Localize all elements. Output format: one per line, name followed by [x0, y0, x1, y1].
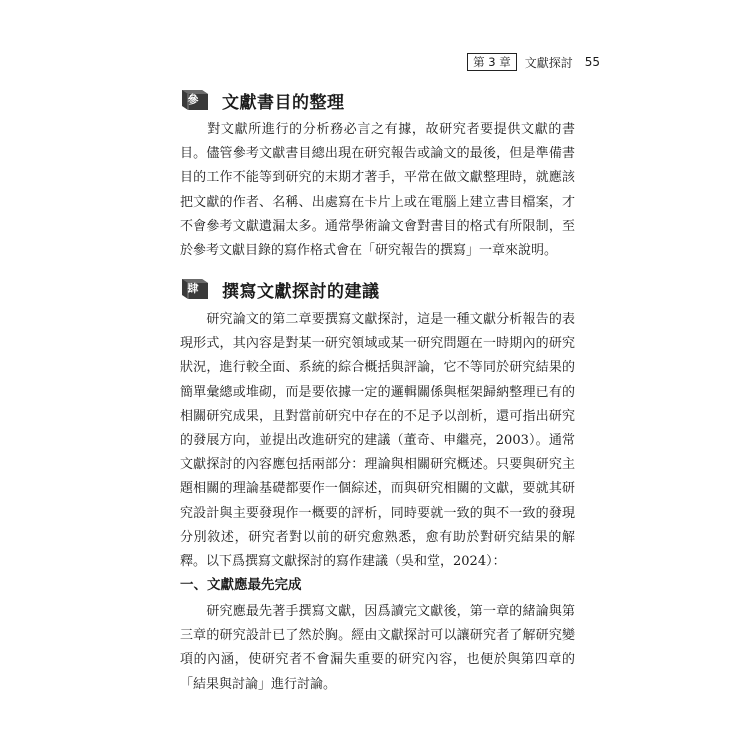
page-number: 55: [584, 55, 600, 69]
subsection-title: 一、文獻應最先完成: [180, 577, 302, 593]
section-heading-3: [180, 85, 345, 115]
book-icon: [180, 88, 210, 112]
subsection-paragraph: 研究應最先著手撰寫文獻，因爲讀完文獻後，第一章的緒論與第三章的研究設計已了然於胸。經由文獻探討可以讓研究者了解研究變項的內涵，使研究者不會漏失重要的研究內容，也便於與第四章的「結果與討論」進行討論。: [180, 604, 575, 692]
book-icon: [180, 277, 210, 301]
running-header: [467, 53, 600, 71]
section-number-badge: 肆: [187, 282, 199, 295]
section-title: 文獻書目的整理: [222, 92, 345, 113]
section-title: 撰寫文獻探討的建議: [222, 281, 380, 302]
section-number-badge: 參: [187, 93, 199, 106]
section-paragraph: 對文獻所進行的分析務必言之有據，故研究者要提供文獻的書目。儘管參考文獻書目總出現在研究報告或論文的最後，但是準備書目的工作不能等到研究的末期才著手，平常在做文獻整理時，就應該把文獻的作者、名稱、出處寫在卡片上或在電腦上建立書目檔案，才不會參考文獻遺漏太多。通常學術論文會對書目的格式有所限制，至於參考文獻目錄的寫作格式會在「研究報告的撰寫」一章來說明。: [180, 122, 575, 259]
section-heading-4: [180, 274, 380, 304]
chapter-label: 第 3 章: [467, 53, 517, 71]
chapter-title: 文獻探討: [524, 55, 573, 70]
section-paragraph: 研究論文的第二章要撰寫文獻探討，這是一種文獻分析報告的表現形式，其內容是對某一研究領域或某一研究問題在一時期內的研究狀況，進行較全面、系統的綜合概括與評論，它不等同於研究結果的簡單彙總或堆砌，而是要依據一定的邏輯關係與框架歸納整理已有的相關研究成果，且對當前研究中存在的不足予以剖析，還可指出研究的發展方向，並提出改進研究的建議（董奇、申繼亮，2003）。通常文獻探討的內容應包括兩部分：理論與相關研究概述。只要與研究主題相關的理論基礎都要作一個綜述，而與研究相關的文獻，要就其研究設計與主要發現作一概要的評析，同時要就一致的與不一致的發現分別敘述，研究者對以前的研究愈熟悉，愈有助於對研究結果的解釋。以下爲撰寫文獻探討的寫作建議（吳和堂，2024）：: [180, 312, 575, 570]
